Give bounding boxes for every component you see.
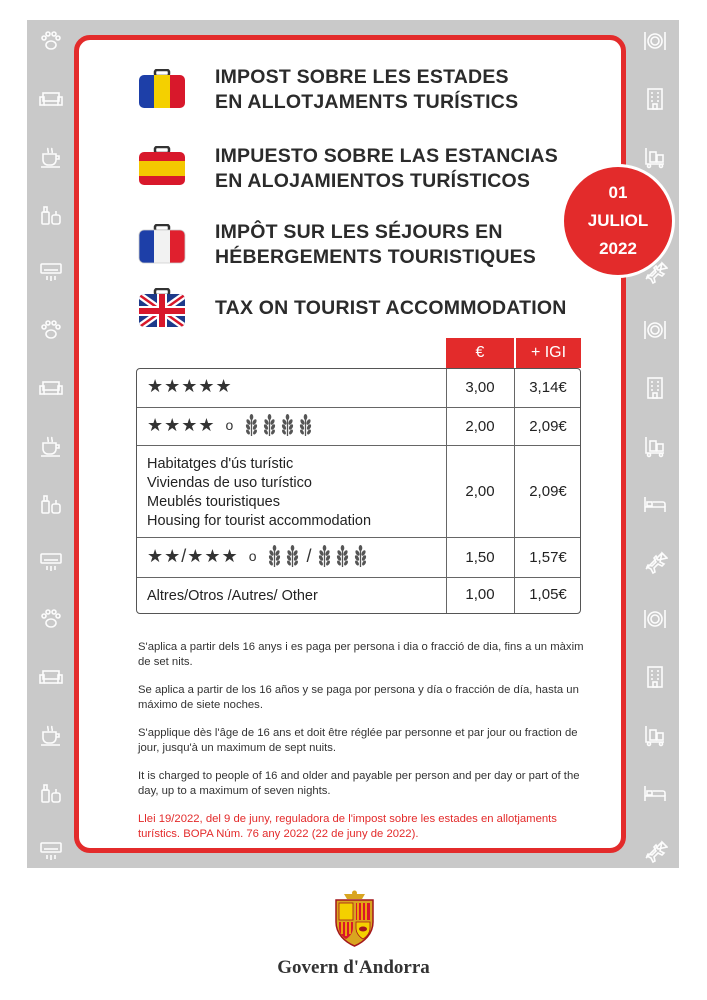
or-connector: o xyxy=(225,416,234,433)
price-cell: 2,00 xyxy=(465,418,495,435)
price-igi-cell: 3,14€ xyxy=(529,379,567,396)
air-conditioner-icon xyxy=(38,838,64,864)
right-icon-column xyxy=(634,28,676,864)
uk-flag-suitcase-icon xyxy=(138,288,186,328)
two-three-stars: ★★/★★★ xyxy=(147,545,239,566)
badge-month: JULIOL xyxy=(587,211,649,230)
wheat-icon xyxy=(284,548,302,564)
table-row xyxy=(137,577,580,614)
paw-icon xyxy=(38,28,64,54)
wheat-icon xyxy=(266,548,284,564)
price-cell: 1,50 xyxy=(465,549,495,566)
france-flag-suitcase-icon xyxy=(138,224,186,264)
cosmetics-icon xyxy=(38,780,64,806)
header-euro: € xyxy=(446,338,514,368)
or-connector: o xyxy=(248,547,257,564)
price-igi-cell: 1,57€ xyxy=(529,549,567,566)
andorra-coat-of-arms-icon xyxy=(332,890,377,948)
two-three-stars-label: ★★/★★★ o / xyxy=(147,544,370,568)
title-spanish xyxy=(215,144,558,194)
three-wheat-icons xyxy=(316,544,370,568)
title-catalan-line-1: IMPOST SOBRE LES ESTADES xyxy=(215,66,509,88)
plate-icon xyxy=(642,606,668,632)
airplane-icon xyxy=(642,549,668,575)
bed-icon xyxy=(642,780,668,806)
title-catalan-line-2: EN ALLOTJAMENTS TURÍSTICS xyxy=(215,91,519,113)
two-wheat-icons xyxy=(266,544,302,568)
price-igi-cell: 2,09€ xyxy=(529,418,567,435)
luggage-cart-icon xyxy=(642,722,668,748)
cosmetics-icon xyxy=(38,491,64,517)
title-spanish-line-2: EN ALOJAMIENTOS TURÍSTICOS xyxy=(215,170,531,192)
wheat-icon xyxy=(243,417,261,433)
title-catalan xyxy=(215,65,518,115)
table-row xyxy=(137,445,580,538)
air-conditioner-icon xyxy=(38,549,64,575)
luggage-cart-icon xyxy=(642,144,668,170)
bed-icon xyxy=(642,491,668,517)
table-row xyxy=(137,369,580,407)
government-name: Govern d'Andorra xyxy=(277,957,430,978)
other-label: Altres/Otros /Autres/ Other xyxy=(147,588,318,604)
label-line: Viviendas de uso turístico xyxy=(147,475,312,491)
note-french: S'applique dès l'âge de 16 ans et doit être réglée par personne et par jour ou fraction de jour, jusqu'à un maximum de sept nuits. xyxy=(138,727,578,754)
four-stars-label xyxy=(147,413,315,437)
coffee-cup-icon xyxy=(38,433,64,459)
title-spanish-line-1: IMPUESTO SOBRE LAS ESTANCIAS xyxy=(215,145,558,167)
date-badge xyxy=(561,164,675,278)
air-conditioner-icon xyxy=(38,259,64,285)
price-igi-cell: 1,05€ xyxy=(529,586,567,603)
sofa-icon xyxy=(38,86,64,112)
price-cell: 3,00 xyxy=(465,379,495,396)
badge-year: 2022 xyxy=(599,239,637,258)
wheat-icon xyxy=(261,417,279,433)
price-igi-cell: 2,09€ xyxy=(529,483,567,500)
title-french-line-1: IMPÔT SUR LES SÉJOURS EN xyxy=(215,221,503,243)
wheat-icon xyxy=(297,417,315,433)
label-line: Meublés touristiques xyxy=(147,494,280,510)
title-french xyxy=(215,220,536,270)
label-line: Habitatges d'ús turístic xyxy=(147,456,294,472)
cosmetics-icon xyxy=(38,202,64,228)
paw-icon xyxy=(38,317,64,343)
airplane-icon xyxy=(642,838,668,864)
note-english: It is charged to people of 16 and older and payable per person and per day or part of the day, up to a maximum of seven nights. xyxy=(138,770,580,797)
four-wheat-icons xyxy=(243,413,315,437)
hotel-building-icon xyxy=(642,375,668,401)
luggage-cart-icon xyxy=(642,433,668,459)
left-icon-column xyxy=(30,28,72,864)
plate-icon xyxy=(642,317,668,343)
andorra-flag-suitcase-icon xyxy=(138,69,186,109)
hotel-building-icon xyxy=(642,86,668,112)
paw-icon xyxy=(38,606,64,632)
table-row xyxy=(137,537,580,578)
sofa-icon xyxy=(38,375,64,401)
price-cell: 2,00 xyxy=(465,483,495,500)
wheat-icon xyxy=(352,548,370,564)
title-french-line-2: HÉBERGEMENTS TOURISTIQUES xyxy=(215,246,537,268)
four-stars: ★★★★ xyxy=(147,414,216,435)
table-row xyxy=(137,407,580,446)
label-line: Housing for tourist accommodation xyxy=(147,513,372,529)
note-spanish: Se aplica a partir de los 16 años y se paga por persona y día o fracción de día, hasta un máximo de siete noches. xyxy=(138,684,579,711)
hotel-building-icon xyxy=(642,664,668,690)
wheat-icon xyxy=(279,417,297,433)
price-cell: 1,00 xyxy=(465,586,495,603)
tourist-housing-label xyxy=(147,455,371,531)
wheat-icon xyxy=(334,548,352,564)
law-reference: Llei 19/2022, del 9 de juny, reguladora de l'impost sobre les estades en allotjaments turístics. BOPA Núm. 76 any 2022 (22 de juny de 2022). xyxy=(138,813,557,840)
spain-flag-suitcase-icon xyxy=(138,146,186,186)
note-catalan: S'aplica a partir dels 16 anys i es paga per persona i dia o fracció de dia, fins a un màxim de set nits. xyxy=(138,641,584,668)
wheat-icon xyxy=(316,548,334,564)
plate-icon xyxy=(642,28,668,54)
rate-table xyxy=(136,368,581,614)
coffee-cup-icon xyxy=(38,722,64,748)
sofa-icon xyxy=(38,664,64,690)
five-stars-label: ★★★★★ xyxy=(147,376,233,396)
title-english-line-1: TAX ON TOURIST ACCOMMODATION xyxy=(215,297,567,319)
header-igi: + IGI xyxy=(516,338,581,368)
badge-day: 01 xyxy=(608,183,628,202)
coffee-cup-icon xyxy=(38,144,64,170)
title-english xyxy=(215,296,567,321)
